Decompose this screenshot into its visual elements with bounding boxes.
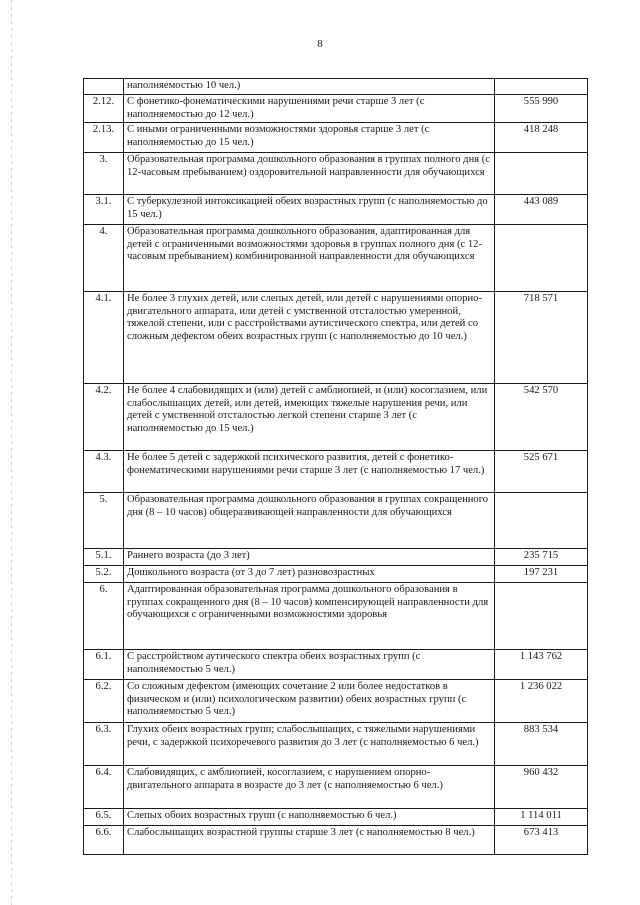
table-row bbox=[84, 79, 588, 95]
row-number bbox=[84, 79, 124, 95]
row-value: 718 571 bbox=[495, 292, 588, 384]
table-row bbox=[84, 451, 588, 493]
table-row bbox=[84, 766, 588, 809]
row-value: 1 236 022 bbox=[495, 680, 588, 723]
row-value: 418 248 bbox=[495, 123, 588, 153]
table-row bbox=[84, 292, 588, 384]
row-value: 883 534 bbox=[495, 723, 588, 766]
row-value: 960 432 bbox=[495, 766, 588, 809]
row-description: Раннего возраста (до 3 лет) bbox=[124, 549, 495, 566]
row-value bbox=[495, 493, 588, 549]
row-description: С иными ограниченными возможностями здоровья старше 3 лет (с наполняемостью до 15 чел.) bbox=[124, 123, 495, 153]
row-description: Глухих обеих возрастных групп; слабослышащих, с тяжелыми нарушениями речи, с задержкой психоречевого развития до 3 лет (с наполняемостью 6 чел.) bbox=[124, 723, 495, 766]
row-value: 525 671 bbox=[495, 451, 588, 493]
row-value: 1 143 762 bbox=[495, 650, 588, 680]
table-row bbox=[84, 650, 588, 680]
row-description: Образовательная программа дошкольного образования, адаптированная для детей с ограниченными возможностями здоровья в группах полного дня (с 12-часовым пребыванием) комбинированной направленности для обучающихся bbox=[124, 225, 495, 292]
row-description: С расстройством аутического спектра обеих возрастных групп (с наполняемостью 5 чел.) bbox=[124, 650, 495, 680]
row-value bbox=[495, 153, 588, 195]
row-value: 673 413 bbox=[495, 826, 588, 855]
row-number: 4.1. bbox=[84, 292, 124, 384]
row-description: Не более 5 детей с задержкой психического развития, детей с фонетико-фонематическими нарушениями речи старше 3 лет (с наполняемостью 17 чел.) bbox=[124, 451, 495, 493]
row-description: С фонетико-фонематическими нарушениями речи старше 3 лет (с наполняемостью до 12 чел.) bbox=[124, 95, 495, 123]
row-number: 2.12. bbox=[84, 95, 124, 123]
table-row bbox=[84, 826, 588, 855]
table-row bbox=[84, 225, 588, 292]
row-value: 235 715 bbox=[495, 549, 588, 566]
row-description: Слабослышащих возрастной группы старше 3 лет (с наполняемостью 8 чел.) bbox=[124, 826, 495, 855]
row-number: 6.3. bbox=[84, 723, 124, 766]
row-value: 1 114 011 bbox=[495, 809, 588, 826]
row-description: Со сложным дефектом (имеющих сочетание 2 или более недостатков в физическом и (или) психологическом развитии) обеих возрастных групп (с наполняемостью 5 чел.) bbox=[124, 680, 495, 723]
table-row bbox=[84, 809, 588, 826]
row-description: Не более 4 слабовидящих и (или) детей с амблиопией, и (или) косоглазием, или слабослышащих детей, или детей, имеющих тяжелые нарушения речи, или детей с умственной отсталостью легкой степени старше 3 лет (с наполняемостью до 15 чел.) bbox=[124, 384, 495, 451]
row-number: 5.1. bbox=[84, 549, 124, 566]
row-number: 6. bbox=[84, 583, 124, 650]
tariff-table bbox=[83, 78, 588, 855]
row-number: 6.1. bbox=[84, 650, 124, 680]
row-description: Адаптированная образовательная программа дошкольного образования в группах сокращенного дня (8 – 10 часов) компенсирующей направленности для обучающихся с ограниченными возможностями здоровья bbox=[124, 583, 495, 650]
table-row bbox=[84, 384, 588, 451]
table-row bbox=[84, 95, 588, 123]
row-description: С туберкулезной интоксикацией обеих возрастных групп (с наполняемостью до 15 чел.) bbox=[124, 195, 495, 225]
row-number: 4. bbox=[84, 225, 124, 292]
table-row bbox=[84, 493, 588, 549]
row-number: 6.4. bbox=[84, 766, 124, 809]
table-row bbox=[84, 583, 588, 650]
row-number: 6.6. bbox=[84, 826, 124, 855]
table-row bbox=[84, 123, 588, 153]
row-number: 5. bbox=[84, 493, 124, 549]
table-row bbox=[84, 723, 588, 766]
table-row bbox=[84, 549, 588, 566]
row-description: Не более 3 глухих детей, или слепых детей, или детей с нарушениями опорно-двигательного аппарата, или детей с умственной отсталостью умеренной, тяжелой степени, или с расстройствами аутистического спектра, или детей со сложным дефектом обеих возрастных групп (с наполняемостью до 10 чел.) bbox=[124, 292, 495, 384]
page-number: 8 bbox=[317, 38, 323, 50]
row-value: 197 231 bbox=[495, 566, 588, 583]
row-number: 3. bbox=[84, 153, 124, 195]
row-description: Слепых обоих возрастных групп (с наполняемостью 6 чел.) bbox=[124, 809, 495, 826]
row-description: Образовательная программа дошкольного образования в группах полного дня (с 12-часовым пребыванием) оздоровительной направленности для обучающихся bbox=[124, 153, 495, 195]
row-description: Слабовидящих, с амблиопией, косоглазием, с нарушением опорно-двигательного аппарата в возрасте до 3 лет (с наполняемостью 6 чел.) bbox=[124, 766, 495, 809]
table-row bbox=[84, 680, 588, 723]
row-number: 3.1. bbox=[84, 195, 124, 225]
row-number: 4.3. bbox=[84, 451, 124, 493]
row-value bbox=[495, 79, 588, 95]
row-value bbox=[495, 583, 588, 650]
row-number: 2.13. bbox=[84, 123, 124, 153]
table-row bbox=[84, 153, 588, 195]
row-description: Образовательная программа дошкольного образования в группах сокращенного дня (8 – 10 часов) общеразвивающей направленности для обучающихся bbox=[124, 493, 495, 549]
row-number: 6.2. bbox=[84, 680, 124, 723]
scan-margin-line bbox=[11, 0, 12, 905]
row-description: Дошкольного возраста (от 3 до 7 лет) разновозрастных bbox=[124, 566, 495, 583]
row-value bbox=[495, 225, 588, 292]
row-description: наполняемостью 10 чел.) bbox=[124, 79, 495, 95]
row-number: 6.5. bbox=[84, 809, 124, 826]
row-value: 443 089 bbox=[495, 195, 588, 225]
table-row bbox=[84, 566, 588, 583]
row-number: 5.2. bbox=[84, 566, 124, 583]
row-value: 555 990 bbox=[495, 95, 588, 123]
row-number: 4.2. bbox=[84, 384, 124, 451]
row-value: 542 570 bbox=[495, 384, 588, 451]
table-row bbox=[84, 195, 588, 225]
